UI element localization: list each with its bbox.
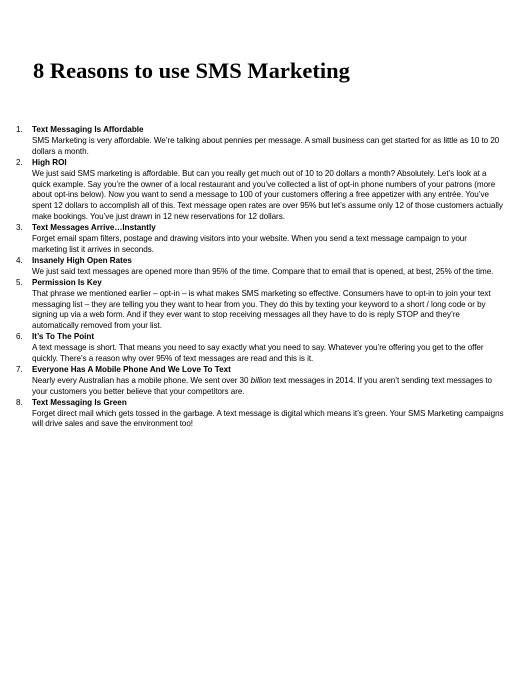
reason-body: That phrase we mentioned earlier – opt-in – is what makes SMS marketing so effective. Consumers have to opt-in to join your text messaging list – they are telling you they want to hear from you. They do this by texting your keyword to a short / long code or by signing up via a web form. And if they ever want to stop receiving messages all they have to do is reply STOP and they’re automatically removed from your list. [32,288,491,331]
reason-number: 8. [16,397,23,407]
reason-heading: High ROI [32,157,67,167]
reason-number: 1. [16,125,23,134]
reason-body: Forget email spam filters, postage and drawing visitors into your website. When you send a text message campaign to your marketing list it arrives in seconds. [32,234,467,254]
reasons-list [12,125,504,430]
reason-body: We just said SMS marketing is affordable. But can you really get much out of 10 to 20 dollars a month? Absolutely. Let’s look at a quick example. Say you’re the owner of a local restaurant and you’ve collected a list of opt-in phone numbers of your patrons (more about opt-ins below). Now you want to send a message to 100 of your customers offering a free appetizer with any entrée. You’ve spent 12 dollars to accomplish all of this. Text message open rates are over 95% but let’s assume only 12 of those customers actually make bookings. You’ve just drawn in 12 new reservations for 12 dollars. [32,168,503,222]
reason-number: 4. [16,255,23,265]
reason-heading: It’s To The Point [32,332,95,342]
reason-body: Forget direct mail which gets tossed in the garbage. A text message is digital which means it’s green. Your SMS Marketing campaigns will drive sales and save the environment too! [32,408,504,429]
reason-body: A text message is short. That means you need to say exactly what you need to say. Whatever you’re offering you get to the offer quickly. There’s a reason why over 95% of text messages are read and this is it. [32,343,484,364]
reason-body [32,376,504,398]
reason-body-text: text messages in 2014. If you aren’t sending text messages to your customers you better believe that your competitors are. [32,375,492,396]
reason-number: 7. [16,364,23,374]
reason-item-6 [12,332,504,365]
reason-heading: Text Messaging Is Green [32,397,127,407]
reason-item-3 [12,223,504,256]
reason-number: 6. [16,332,23,342]
reason-heading: Everyone Has A Mobile Phone And We Love To Text [32,364,231,374]
reason-heading: Text Messages Arrive…Instantly [32,223,156,233]
reason-body: SMS Marketing is very affordable. We’re talking about pennies per message. A small business can get started for as little as 10 to 20 dollars a month. [32,135,500,156]
reason-heading: Insanely High Open Rates [32,255,132,265]
reason-body-emphasis: billion [250,375,272,385]
reason-item-4 [12,256,504,278]
reason-item-8 [12,398,504,431]
reason-heading: Permission Is Key [32,277,102,287]
document-title: 8 Reasons to use SMS Marketing [33,58,350,83]
reason-body-text: Nearly every Australian has a mobile phone. We sent over 30 [32,375,251,385]
reason-item-7 [12,365,504,398]
reason-number: 2. [16,157,23,167]
reason-number: 5. [16,277,23,287]
reason-heading: Text Messaging Is Affordable [32,125,144,134]
reason-item-5 [12,278,504,333]
reason-item-2 [12,158,504,223]
reason-number: 3. [16,223,23,233]
reason-item-1 [12,125,504,158]
reason-body: We just said text messages are opened more than 95% of the time. Compare that to email that is opened, at best, 25% of the time. [32,266,494,276]
